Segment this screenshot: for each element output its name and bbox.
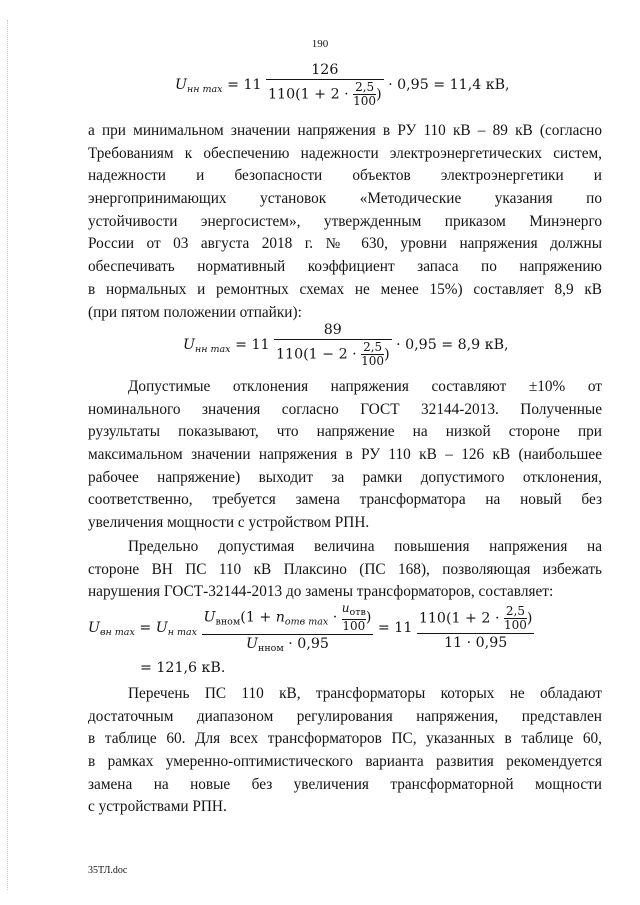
- formula-2-denominator: [274, 340, 392, 368]
- formula-2-inner-den: 100: [361, 354, 385, 368]
- formula-3-denominator: [202, 635, 374, 654]
- formula-3-eq1: =: [139, 620, 152, 636]
- formula-2-den-post: ): [384, 346, 390, 363]
- paragraph-1-line: России от 03 августа 2018 г. № 630, уровни напряжения должны: [88, 235, 602, 253]
- paragraph-4-line: достаточным диапазоном регулирования напряжения, представлен: [88, 707, 602, 725]
- paragraph-1-line: обеспечивать нормативный коэффициент запаса по напряжению: [88, 258, 602, 276]
- formula-2-den-pre: 110(1 − 2 ·: [276, 346, 357, 363]
- formula-3-num-post: ): [365, 609, 372, 626]
- formula-3-right-denominator: 11 · 0,95: [444, 635, 508, 651]
- paragraph-2-line: рузультаты показывают, что напряжение на низкой стороне при: [88, 423, 602, 441]
- formula-3-right-inner-den: 100: [504, 618, 527, 632]
- paragraph-1-line: устойчивости энергосистем», утвержденным приказом Минэнерго: [88, 212, 602, 230]
- formula-2-fraction: [274, 322, 392, 368]
- paragraph-3-line: Предельно допустимая величина повышения напряжения на: [128, 538, 602, 555]
- formula-3-fraction: [202, 602, 374, 654]
- formula-3-right-fraction: [417, 605, 535, 651]
- page-number: 190: [311, 38, 329, 50]
- formula-2-lhs-var: U: [183, 337, 195, 353]
- paragraph-1-line: а при минимальном значении напряжения в РУ 110 кВ – 89 кВ (согласно: [88, 122, 602, 139]
- formula-1-lhs-sub: нн max: [186, 84, 223, 95]
- formula-1-numerator: 126: [266, 62, 384, 80]
- paragraph-1-line: надежности и безопасности объектов электроэнергетики и: [88, 167, 602, 185]
- formula-1-den-pre: 110(1 + 2 ·: [268, 86, 349, 103]
- formula-1-inner-den: 100: [353, 94, 377, 108]
- formula-3: [88, 602, 534, 654]
- formula-3-num-inner-sub: отв: [349, 607, 366, 618]
- formula-2-eq: = 11: [235, 337, 270, 353]
- formula-3-num-inner-var: u: [341, 601, 350, 615]
- formula-3-den-sub: нном: [257, 643, 284, 654]
- paragraph-2-line: номинального значения согласно ГОСТ 32144-2013. Полученные: [88, 400, 602, 418]
- formula-2-inner-fraction: [361, 341, 384, 368]
- formula-3-num-sub: вном: [215, 616, 241, 628]
- paragraph-2-line: Допустимые отклонения напряжения составляют ±10% от: [128, 378, 602, 395]
- paragraph-3: [88, 536, 602, 604]
- formula-3-num-n-sub: отв max: [284, 616, 329, 628]
- formula-2: [183, 322, 509, 368]
- scan-edge-line: [7, 20, 8, 890]
- formula-3-eq2: = 11: [377, 620, 413, 636]
- paragraph-1-line: в нормальных и ремонтных схемах не менее 15%) составляет 8,9 кВ: [88, 280, 602, 298]
- paragraph-4-line: замена на новые без увеличения трансформаторной мощности: [88, 775, 602, 793]
- paragraph-4-line: с устройствами РПН.: [88, 798, 227, 816]
- formula-3-lhs-var: U: [88, 620, 100, 636]
- formula-3-lhs-sub: вн max: [99, 627, 135, 638]
- formula-3-den-var: U: [246, 636, 258, 652]
- formula-1-fraction: [266, 62, 384, 108]
- paragraph-3-line: стороне ВН ПС 110 кВ Плаксино (ПС 168), позволяющая избежать: [88, 560, 602, 578]
- paragraph-4-line: Перечень ПС 110 кВ, трансформаторы которых не обладают: [128, 685, 602, 702]
- formula-3-num-inner-num: [342, 602, 366, 620]
- formula-3-right-numerator: [417, 605, 535, 634]
- formula-1: [175, 62, 510, 108]
- footer-filename: 35ТЛ.doc: [88, 865, 128, 876]
- formula-1-lhs-var: U: [175, 77, 187, 93]
- formula-3-r-num-pre: 110(1 + 2 ·: [418, 610, 500, 627]
- formula-3-result: = 121,6 кВ.: [140, 660, 226, 676]
- paragraph-4-line: в рамках умеренно-оптимистического варианта развития рекомендуется: [88, 753, 602, 771]
- formula-2-lhs-sub: нн max: [194, 344, 231, 355]
- paragraph-2-line: максимальном значении напряжения в РУ 110 кВ – 126 кВ (наибольшее: [88, 446, 602, 464]
- formula-3-right-inner-fraction: [504, 605, 527, 632]
- formula-3-num-inner-den: 100: [342, 619, 366, 633]
- formula-1-tail: · 0,95 = 11,4 кВ,: [388, 77, 510, 93]
- formula-3-r-num-post: ): [526, 610, 533, 627]
- formula-3-num-var: U: [203, 609, 216, 626]
- paragraph-3-line: нарушения ГОСТ-32144-2013 до замены трансформаторов, составляет:: [88, 583, 554, 601]
- paragraph-2-line: рабочее напряжение) выходит за рамки допустимого отклонения,: [88, 468, 602, 486]
- formula-3-numerator: [202, 602, 374, 635]
- formula-1-den-post: ): [376, 86, 382, 103]
- formula-1-denominator: [266, 80, 384, 108]
- paragraph-1: [88, 120, 602, 324]
- formula-3-num-dot: ·: [332, 609, 338, 626]
- formula-1-inner-num: 2,5: [355, 80, 375, 94]
- formula-3-rhs-sub: н max: [167, 627, 198, 638]
- formula-3-num-pre: (1 +: [240, 609, 272, 626]
- formula-2-inner-num: 2,5: [363, 340, 383, 354]
- formula-3-den-tail: · 0,95: [288, 636, 329, 652]
- formula-2-numerator: 89: [274, 322, 392, 340]
- paragraph-1-line: энергопринимающих установок «Методические указания по: [88, 190, 602, 208]
- formula-1-inner-fraction: [353, 81, 376, 108]
- paragraph-1-line: Требованиям к обеспечению надежности электроэнергетических систем,: [88, 144, 602, 162]
- paragraph-4-line: в таблице 60. Для всех трансформаторов ПС, указанных в таблице 60,: [88, 730, 602, 748]
- paragraph-2-line: увеличения мощности с устройством РПН.: [88, 514, 370, 532]
- paragraph-2: [88, 376, 602, 535]
- formula-1-eq: = 11: [227, 77, 262, 93]
- paragraph-1-line: (при пятом положении отпайки):: [88, 303, 302, 321]
- formula-3-num-inner-fraction: [342, 602, 366, 633]
- formula-3-num-n: n: [275, 609, 285, 626]
- formula-3-right-inner-num: 2,5: [505, 604, 525, 618]
- formula-3-rhs-var: U: [155, 620, 168, 636]
- paragraph-4: [88, 683, 602, 819]
- formula-2-tail: · 0,95 = 8,9 кВ,: [396, 337, 509, 353]
- paragraph-2-line: соответственно, требуется замена трансформатора на новый без: [88, 491, 602, 509]
